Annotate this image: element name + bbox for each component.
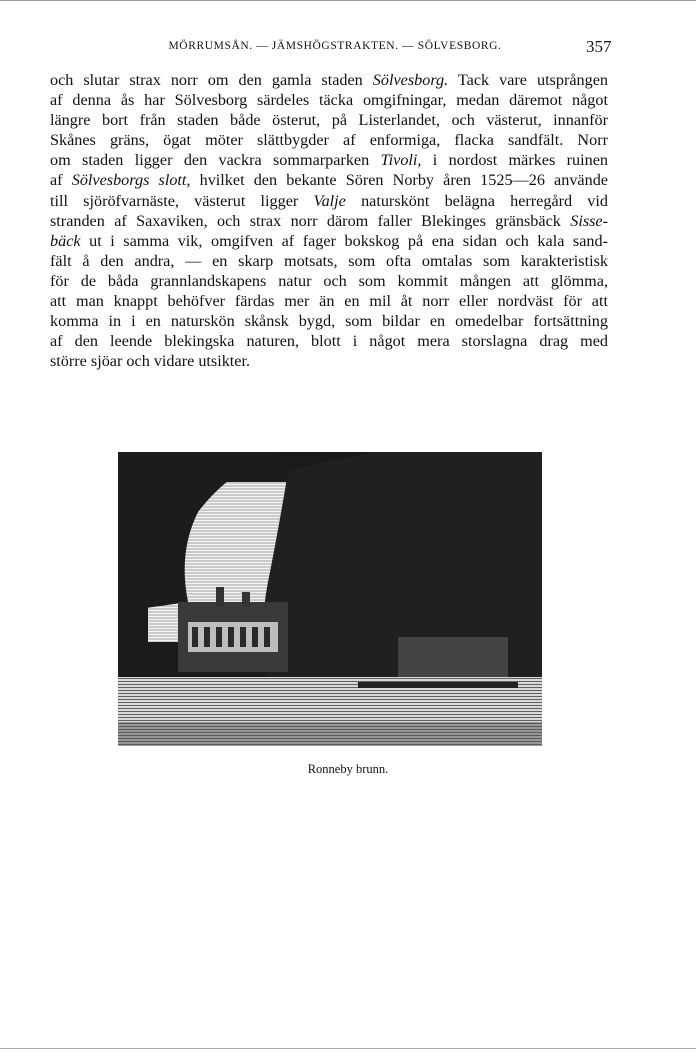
text-segment: af [50, 171, 72, 190]
text-line [50, 251, 608, 271]
text-segment: af den leende blekingska naturen, blott i något mera storslagna drag med [50, 332, 608, 351]
text-segment: större sjöar och vidare utsikter. [50, 352, 251, 371]
italic-text: Sisse- [570, 211, 608, 230]
text-line [50, 70, 608, 90]
text-line [50, 110, 608, 130]
text-segment: längre bort från staden både österut, på Listerlandet, och västerut, innanför [50, 111, 608, 130]
text-segment: hvilket den bekante Sören Norby åren 1525—26 använde [190, 171, 608, 190]
text-line [50, 311, 608, 331]
scan-bottom-edge [0, 1048, 696, 1049]
text-line [50, 90, 608, 110]
body-text [50, 70, 608, 371]
italic-text: Valje [313, 191, 346, 210]
text-segment: naturskönt belägna herregård vid [345, 191, 608, 210]
text-line [50, 191, 608, 211]
text-segment: i nordost märkes ruinen [421, 151, 608, 170]
text-line [50, 211, 608, 231]
text-segment: af denna ås har Sölvesborg särdeles täcka omgifningar, medan däremot något [50, 91, 608, 110]
engraving-illustration [118, 452, 542, 746]
text-segment: till sjöröfvarnäste, västerut ligger [50, 191, 314, 210]
figure-caption: Ronneby brunn. [307, 762, 389, 776]
text-segment: och slutar strax norr om den gamla staden [50, 71, 373, 89]
text-segment: ut i samma vik, omgifven af fager bokskog på ena sidan och kala sand- [80, 231, 608, 250]
text-line [50, 130, 608, 150]
text-segment: komma in i en naturskön skånsk bygd, som bildar en omedelbar fortsättning [50, 312, 608, 331]
italic-text: Sölvesborgs slott, [71, 171, 191, 190]
text-segment: Tack vare utsprången [448, 71, 608, 89]
text-segment: stranden af Saxaviken, och strax norr därom faller Blekinges gränsbäck [50, 211, 571, 230]
text-line [50, 271, 608, 291]
text-line [50, 170, 608, 190]
text-line [50, 291, 608, 311]
italic-text: Sölvesborg. [372, 71, 449, 89]
text-segment: om staden ligger den vackra sommarparken [50, 151, 381, 170]
page-number: 357 [586, 37, 612, 56]
text-line [50, 351, 608, 371]
running-header: MÖRRUMSÅN. — JÄMSHÖGSTRAKTEN. — SÖLVESBORG. [168, 40, 502, 52]
italic-text: bäck [50, 231, 81, 250]
italic-text: Tivoli, [380, 151, 422, 170]
text-segment: fält å den andra, — en skarp motsats, som ofta omtalas som karakteristisk [50, 251, 608, 270]
text-line [50, 150, 608, 170]
text-segment: Skånes gräns, ögat möter slättbygder af enformiga, flacka sandfält. Norr [50, 131, 608, 150]
text-line [50, 331, 608, 351]
scan-top-edge [0, 0, 696, 1]
text-line [50, 231, 608, 251]
text-segment: att man knappt behöfver färdas mer än en mil åt norr eller nordväst för att [50, 292, 608, 311]
text-segment: för de båda grannlandskapens natur och som kommit mången att glömma, [50, 271, 608, 290]
